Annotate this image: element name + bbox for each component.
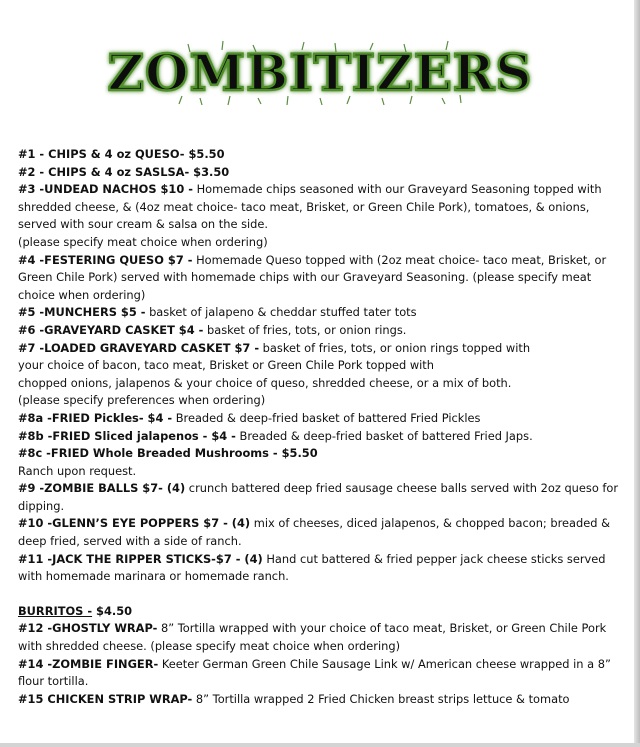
item-12-description: 8” Tortilla wrapped with your choice of taco meat, Brisket, or Green Chile Pork with shredded cheese. (please specify meat choice when ordering) xyxy=(18,621,607,654)
item-6-description: basket of fries, tots, or onion rings. xyxy=(203,322,407,337)
burritos-header xyxy=(18,603,622,621)
item-15-description: 8” Tortilla wrapped 2 Fried Chicken breast strips lettuce & tomato xyxy=(192,691,570,706)
item-11-heading: #11 -JACK THE RIPPER STICKS-$7 - (4) xyxy=(18,551,263,566)
item-4-heading: #4 -FESTERING QUESO $7 - xyxy=(18,252,193,267)
item-1-heading: #1 - CHIPS & 4 oz QUESO- $5.50 xyxy=(18,147,225,161)
item-5-description: basket of jalapeno & cheddar stuffed tater tots xyxy=(145,305,417,320)
item-8c-heading: #8c -FRIED Whole Breaded Mushrooms - $5.50 xyxy=(18,446,318,461)
page-edge-bottom xyxy=(0,743,640,747)
item-10-description: mix of cheeses, diced jalapenos, & chopped bacon; breaded & deep fried, served with a side of ranch. xyxy=(18,516,611,549)
item-8a-description: Breaded & deep-fried basket of battered Fried Pickles xyxy=(172,410,481,425)
menu-body xyxy=(18,146,622,708)
item-8b-heading: #8b -FRIED Sliced jalapenos - $4 - xyxy=(18,428,236,443)
item-4-description: Homemade Queso topped with (2oz meat choice- taco meat, Brisket, or Green Chile Pork) served with homemade chips with our Graveyard Seasoning. (please specify meat choice when ordering) xyxy=(18,252,607,302)
menu-item-8c xyxy=(18,445,622,463)
item-7-heading: #7 -LOADED GRAVEYARD CASKET $7 - xyxy=(18,340,260,355)
page-edge xyxy=(634,0,640,747)
menu-item-8a xyxy=(18,410,622,428)
zombitizers-logo xyxy=(107,38,533,108)
title-text: ZOMBITIZERS xyxy=(107,43,533,102)
item-14-description: Keeter German Green Chile Sausage Link w/ American cheese wrapped in a 8” flour tortilla. xyxy=(18,656,611,689)
menu-item-11 xyxy=(18,551,622,586)
title-logo xyxy=(0,38,640,108)
item-3-heading: #3 -UNDEAD NACHOS $10 - xyxy=(18,182,193,197)
item-15-heading: #15 CHICKEN STRIP WRAP- xyxy=(18,691,193,706)
menu-item-15 xyxy=(18,691,622,709)
item-10-heading: #10 -GLENN’S EYE POPPERS $7 - (4) xyxy=(18,516,251,531)
menu-item-4 xyxy=(18,252,622,305)
menu-item-9 xyxy=(18,480,622,515)
item-9-heading: #9 -ZOMBIE BALLS $7- (4) xyxy=(18,481,186,496)
item-2-heading: #2 - CHIPS & 4 oz SASLSA- $3.50 xyxy=(18,164,230,179)
menu-item-3 xyxy=(18,181,622,234)
item-8b-description: Breaded & deep-fried basket of battered Fried Japs. xyxy=(235,428,533,443)
item-9-description: crunch battered deep fried sausage cheese balls served with 2oz queso for dipping. xyxy=(18,481,619,513)
item-8a-heading: #8a -FRIED Pickles- $4 - xyxy=(18,410,173,425)
item-11-description: Hand cut battered & fried pepper jack cheese sticks served with homemade marinara or homemade ranch. xyxy=(18,551,606,584)
menu-item-14 xyxy=(18,656,622,691)
menu-item-8b xyxy=(18,428,622,446)
menu-item-10 xyxy=(18,515,622,550)
section-gap xyxy=(18,586,622,603)
menu-item-7 xyxy=(18,340,622,358)
item-7-note: (please specify preferences when ordering) xyxy=(18,393,266,408)
menu-item-12 xyxy=(18,620,622,655)
item-6-heading: #6 -GRAVEYARD CASKET $4 - xyxy=(18,322,204,337)
item-5-heading: #5 -MUNCHERS $5 - xyxy=(18,305,146,320)
item-3-note: (please specify meat choice when ordering) xyxy=(18,234,268,249)
menu-item-2 xyxy=(18,164,622,182)
burritos-title: BURRITOS - xyxy=(18,603,93,618)
menu-item-1 xyxy=(18,146,622,164)
item-8c-note: Ranch upon request. xyxy=(18,463,137,478)
item-3-description: Homemade chips seasoned with our Graveyard Seasoning topped with shredded cheese, & (4oz meat choice- taco meat, Brisket, or Green Chile Pork), tomatoes, & onions, served with sour cream & salsa on the side. xyxy=(18,182,602,232)
item-7-line-2: your choice of bacon, taco meat, Brisket or Green Chile Pork topped with xyxy=(18,358,434,373)
burritos-price: $4.50 xyxy=(92,603,133,618)
item-14-heading: #14 -ZOMBIE FINGER- xyxy=(18,656,159,671)
menu-item-5 xyxy=(18,304,622,322)
item-7-line-3: chopped onions, jalapenos & your choice of queso, shredded cheese, or a mix of both. xyxy=(18,375,512,390)
item-12-heading: #12 -GHOSTLY WRAP- xyxy=(18,621,158,636)
item-7-description: basket of fries, tots, or onion rings topped with xyxy=(259,340,531,355)
menu-item-6 xyxy=(18,322,622,340)
